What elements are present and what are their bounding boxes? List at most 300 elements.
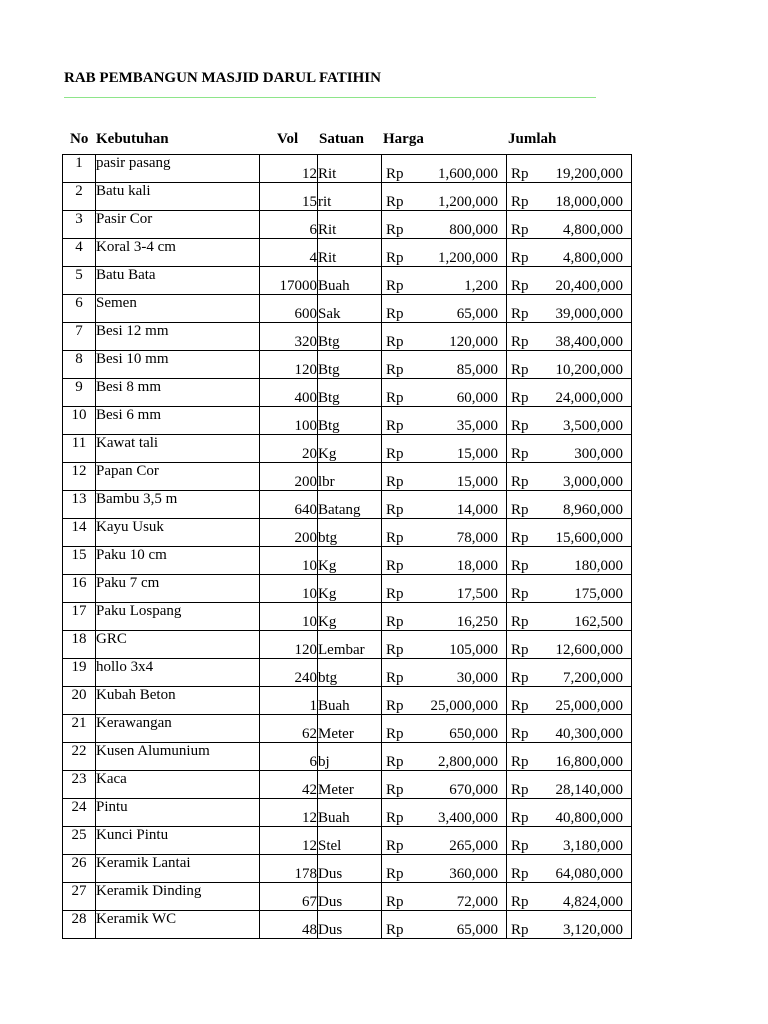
- total-currency: Rp: [511, 586, 529, 602]
- table-row: [63, 407, 632, 435]
- total-currency: Rp: [511, 278, 529, 294]
- volume-cell: 178: [260, 855, 318, 883]
- volume-cell: 10: [260, 603, 318, 631]
- price-value: 2,800,000: [438, 754, 498, 770]
- volume-cell: 20: [260, 435, 318, 463]
- header-total: Jumlah: [508, 131, 557, 147]
- item-name: Besi 12 mm: [96, 323, 169, 339]
- price-cell: [382, 435, 507, 463]
- header-no: No: [70, 131, 89, 147]
- price-currency: Rp: [386, 530, 404, 546]
- price-value: 16,250: [456, 614, 498, 630]
- volume-cell: 240: [260, 659, 318, 687]
- row-number: 2: [75, 183, 83, 199]
- price-currency: Rp: [386, 698, 404, 714]
- row-number: 22: [71, 743, 87, 759]
- table-row: [63, 575, 632, 603]
- item-name: Pasir Cor: [96, 211, 153, 227]
- unit-cell: Kg: [318, 435, 382, 463]
- price-value: 105,000: [449, 642, 498, 658]
- item-cell: [96, 631, 260, 659]
- total-value: 180,000: [574, 558, 623, 574]
- price-cell: [382, 183, 507, 211]
- row-number-cell: [63, 155, 96, 183]
- price-cell: [382, 295, 507, 323]
- total-cell: [507, 687, 632, 715]
- volume-cell: 6: [260, 211, 318, 239]
- unit-cell: Kg: [318, 603, 382, 631]
- price-cell: [382, 743, 507, 771]
- total-currency: Rp: [511, 642, 529, 658]
- item-cell: [96, 435, 260, 463]
- total-value: 7,200,000: [563, 670, 623, 686]
- volume-cell: 12: [260, 827, 318, 855]
- table-row: [63, 659, 632, 687]
- item-name: Keramik WC: [96, 911, 177, 927]
- item-cell: [96, 351, 260, 379]
- item-cell: [96, 295, 260, 323]
- row-number-cell: [63, 295, 96, 323]
- price-cell: [382, 659, 507, 687]
- total-cell: [507, 211, 632, 239]
- item-name: Paku Lospang: [96, 603, 182, 619]
- item-name: Keramik Dinding: [96, 883, 202, 899]
- item-cell: [96, 687, 260, 715]
- total-value: 162,500: [574, 614, 623, 630]
- table-row: [63, 211, 632, 239]
- row-number-cell: [63, 351, 96, 379]
- item-cell: [96, 239, 260, 267]
- table-row: [63, 323, 632, 351]
- row-number: 9: [75, 379, 83, 395]
- price-value: 650,000: [449, 726, 498, 742]
- header-price: Harga: [383, 131, 424, 147]
- volume-cell: 1: [260, 687, 318, 715]
- price-cell: [382, 827, 507, 855]
- unit-cell: Rit: [318, 239, 382, 267]
- item-name: Semen: [96, 295, 137, 311]
- price-currency: Rp: [386, 474, 404, 490]
- price-value: 120,000: [449, 334, 498, 350]
- total-cell: [507, 519, 632, 547]
- unit-cell: Buah: [318, 267, 382, 295]
- total-currency: Rp: [511, 418, 529, 434]
- item-name: Kubah Beton: [96, 687, 176, 703]
- table-row: [63, 715, 632, 743]
- total-currency: Rp: [511, 698, 529, 714]
- total-value: 64,080,000: [555, 866, 623, 882]
- total-cell: [507, 155, 632, 183]
- row-number-cell: [63, 743, 96, 771]
- item-cell: [96, 463, 260, 491]
- item-name: GRC: [96, 631, 127, 647]
- row-number-cell: [63, 827, 96, 855]
- volume-cell: 10: [260, 575, 318, 603]
- item-name: Paku 7 cm: [96, 575, 160, 591]
- price-value: 15,000: [456, 446, 498, 462]
- total-cell: [507, 771, 632, 799]
- row-number: 26: [71, 855, 87, 871]
- unit-cell: Buah: [318, 799, 382, 827]
- total-value: 20,400,000: [555, 278, 623, 294]
- price-value: 72,000: [456, 894, 498, 910]
- price-cell: [382, 715, 507, 743]
- row-number: 17: [71, 603, 87, 619]
- price-currency: Rp: [386, 278, 404, 294]
- item-cell: [96, 659, 260, 687]
- total-cell: [507, 239, 632, 267]
- price-currency: Rp: [386, 194, 404, 210]
- header-vol: Vol: [277, 131, 299, 147]
- price-cell: [382, 491, 507, 519]
- total-currency: Rp: [511, 306, 529, 322]
- item-cell: [96, 743, 260, 771]
- total-cell: [507, 547, 632, 575]
- total-currency: Rp: [511, 334, 529, 350]
- unit-cell: Btg: [318, 323, 382, 351]
- item-name: Batu Bata: [96, 267, 156, 283]
- item-cell: [96, 491, 260, 519]
- total-value: 19,200,000: [555, 166, 623, 182]
- unit-cell: Dus: [318, 855, 382, 883]
- item-name: Koral 3-4 cm: [96, 239, 176, 255]
- row-number: 13: [71, 491, 87, 507]
- volume-cell: 320: [260, 323, 318, 351]
- item-name: Besi 8 mm: [96, 379, 162, 395]
- unit-cell: Sak: [318, 295, 382, 323]
- row-number: 3: [75, 211, 83, 227]
- row-number: 8: [75, 351, 83, 367]
- total-cell: [507, 575, 632, 603]
- volume-cell: 48: [260, 911, 318, 939]
- row-number: 1: [75, 155, 83, 171]
- table-row: [63, 183, 632, 211]
- row-number-cell: [63, 883, 96, 911]
- total-cell: [507, 351, 632, 379]
- total-cell: [507, 379, 632, 407]
- price-value: 1,200: [464, 278, 498, 294]
- total-value: 40,800,000: [555, 810, 623, 826]
- unit-cell: Stel: [318, 827, 382, 855]
- price-currency: Rp: [386, 250, 404, 266]
- total-currency: Rp: [511, 474, 529, 490]
- item-name: Keramik Lantai: [96, 855, 191, 871]
- volume-cell: 62: [260, 715, 318, 743]
- price-value: 65,000: [456, 922, 498, 938]
- price-currency: Rp: [386, 558, 404, 574]
- price-cell: [382, 771, 507, 799]
- total-cell: [507, 911, 632, 939]
- row-number-cell: [63, 183, 96, 211]
- table-row: [63, 463, 632, 491]
- price-currency: Rp: [386, 782, 404, 798]
- title-underline: [64, 97, 596, 98]
- row-number-cell: [63, 267, 96, 295]
- unit-cell: Kg: [318, 547, 382, 575]
- item-name: Kayu Usuk: [96, 519, 164, 535]
- price-currency: Rp: [386, 446, 404, 462]
- row-number-cell: [63, 491, 96, 519]
- price-cell: [382, 379, 507, 407]
- total-currency: Rp: [511, 390, 529, 406]
- row-number: 15: [71, 547, 87, 563]
- total-value: 8,960,000: [563, 502, 623, 518]
- volume-cell: 10: [260, 547, 318, 575]
- total-currency: Rp: [511, 838, 529, 854]
- total-value: 3,180,000: [563, 838, 623, 854]
- volume-cell: 12: [260, 155, 318, 183]
- total-currency: Rp: [511, 250, 529, 266]
- total-value: 3,120,000: [563, 922, 623, 938]
- volume-cell: 67: [260, 883, 318, 911]
- row-number-cell: [63, 715, 96, 743]
- price-currency: Rp: [386, 838, 404, 854]
- table-row: [63, 827, 632, 855]
- row-number: 21: [71, 715, 87, 731]
- volume-cell: 200: [260, 519, 318, 547]
- total-currency: Rp: [511, 782, 529, 798]
- total-value: 15,600,000: [555, 530, 623, 546]
- unit-cell: Dus: [318, 883, 382, 911]
- total-cell: [507, 631, 632, 659]
- row-number-cell: [63, 687, 96, 715]
- total-value: 3,000,000: [563, 474, 623, 490]
- item-cell: [96, 883, 260, 911]
- volume-cell: 600: [260, 295, 318, 323]
- item-name: Kunci Pintu: [96, 827, 169, 843]
- total-currency: Rp: [511, 362, 529, 378]
- table-row: [63, 687, 632, 715]
- row-number-cell: [63, 323, 96, 351]
- unit-cell: Batang: [318, 491, 382, 519]
- price-cell: [382, 407, 507, 435]
- row-number-cell: [63, 855, 96, 883]
- row-number-cell: [63, 519, 96, 547]
- item-cell: [96, 799, 260, 827]
- row-number: 23: [71, 771, 87, 787]
- price-value: 78,000: [456, 530, 498, 546]
- row-number: 14: [71, 519, 87, 535]
- item-name: Kaca: [96, 771, 127, 787]
- price-cell: [382, 883, 507, 911]
- total-value: 300,000: [574, 446, 623, 462]
- table-row: [63, 631, 632, 659]
- unit-cell: Lembar: [318, 631, 382, 659]
- item-cell: [96, 407, 260, 435]
- total-value: 16,800,000: [555, 754, 623, 770]
- price-currency: Rp: [386, 922, 404, 938]
- unit-cell: Btg: [318, 379, 382, 407]
- item-name: Kawat tali: [96, 435, 159, 451]
- price-value: 3,400,000: [438, 810, 498, 826]
- volume-cell: 15: [260, 183, 318, 211]
- unit-cell: rit: [318, 183, 382, 211]
- unit-cell: Rit: [318, 155, 382, 183]
- row-number: 20: [71, 687, 87, 703]
- item-name: Pintu: [96, 799, 128, 815]
- price-cell: [382, 911, 507, 939]
- row-number: 7: [75, 323, 83, 339]
- item-cell: [96, 211, 260, 239]
- price-value: 30,000: [456, 670, 498, 686]
- table-row: [63, 603, 632, 631]
- row-number: 12: [71, 463, 87, 479]
- item-name: Paku 10 cm: [96, 547, 167, 563]
- total-value: 10,200,000: [555, 362, 623, 378]
- item-cell: [96, 155, 260, 183]
- table-row: [63, 855, 632, 883]
- price-value: 85,000: [456, 362, 498, 378]
- item-cell: [96, 771, 260, 799]
- row-number: 28: [71, 911, 87, 927]
- row-number: 24: [71, 799, 87, 815]
- table-row: [63, 771, 632, 799]
- price-currency: Rp: [386, 894, 404, 910]
- total-cell: [507, 267, 632, 295]
- price-cell: [382, 239, 507, 267]
- row-number-cell: [63, 771, 96, 799]
- price-value: 15,000: [456, 474, 498, 490]
- price-cell: [382, 799, 507, 827]
- price-value: 1,600,000: [438, 166, 498, 182]
- budget-table: [62, 154, 632, 939]
- price-cell: [382, 211, 507, 239]
- price-currency: Rp: [386, 866, 404, 882]
- total-cell: [507, 463, 632, 491]
- total-currency: Rp: [511, 558, 529, 574]
- total-value: 4,800,000: [563, 250, 623, 266]
- total-cell: [507, 883, 632, 911]
- row-number-cell: [63, 911, 96, 939]
- total-value: 4,824,000: [563, 894, 623, 910]
- row-number: 25: [71, 827, 87, 843]
- row-number: 11: [71, 435, 87, 451]
- item-name: pasir pasang: [96, 155, 171, 171]
- item-name: Kusen Alumunium: [96, 743, 210, 759]
- item-name: Kerawangan: [96, 715, 172, 731]
- total-cell: [507, 323, 632, 351]
- row-number: 5: [75, 267, 83, 283]
- price-cell: [382, 519, 507, 547]
- price-value: 65,000: [456, 306, 498, 322]
- table-row: [63, 911, 632, 939]
- price-cell: [382, 351, 507, 379]
- item-name: Besi 10 mm: [96, 351, 169, 367]
- total-cell: [507, 183, 632, 211]
- header-unit: Satuan: [319, 131, 365, 147]
- price-value: 1,200,000: [438, 194, 498, 210]
- total-currency: Rp: [511, 446, 529, 462]
- price-currency: Rp: [386, 754, 404, 770]
- item-cell: [96, 603, 260, 631]
- volume-cell: 4: [260, 239, 318, 267]
- price-value: 265,000: [449, 838, 498, 854]
- unit-cell: Buah: [318, 687, 382, 715]
- price-value: 18,000: [456, 558, 498, 574]
- table-row: [63, 267, 632, 295]
- price-currency: Rp: [386, 670, 404, 686]
- price-currency: Rp: [386, 390, 404, 406]
- table-row: [63, 743, 632, 771]
- total-cell: [507, 435, 632, 463]
- table-row: [63, 295, 632, 323]
- total-currency: Rp: [511, 922, 529, 938]
- total-currency: Rp: [511, 614, 529, 630]
- price-cell: [382, 155, 507, 183]
- price-value: 360,000: [449, 866, 498, 882]
- volume-cell: 17000: [260, 267, 318, 295]
- table-row: [63, 547, 632, 575]
- price-currency: Rp: [386, 306, 404, 322]
- table-row: [63, 435, 632, 463]
- total-cell: [507, 603, 632, 631]
- volume-cell: 200: [260, 463, 318, 491]
- total-value: 40,300,000: [555, 726, 623, 742]
- item-cell: [96, 715, 260, 743]
- row-number-cell: [63, 239, 96, 267]
- item-name: hollo 3x4: [96, 659, 154, 675]
- total-currency: Rp: [511, 530, 529, 546]
- total-currency: Rp: [511, 726, 529, 742]
- price-currency: Rp: [386, 502, 404, 518]
- item-name: Bambu 3,5 m: [96, 491, 178, 507]
- table-row: [63, 379, 632, 407]
- total-value: 18,000,000: [555, 194, 623, 210]
- unit-cell: lbr: [318, 463, 382, 491]
- total-cell: [507, 491, 632, 519]
- row-number-cell: [63, 407, 96, 435]
- row-number-cell: [63, 799, 96, 827]
- volume-cell: 42: [260, 771, 318, 799]
- item-cell: [96, 575, 260, 603]
- unit-cell: Dus: [318, 911, 382, 939]
- row-number: 16: [71, 575, 87, 591]
- total-cell: [507, 799, 632, 827]
- unit-cell: btg: [318, 659, 382, 687]
- row-number-cell: [63, 659, 96, 687]
- total-cell: [507, 715, 632, 743]
- total-currency: Rp: [511, 166, 529, 182]
- item-cell: [96, 855, 260, 883]
- table-row: [63, 351, 632, 379]
- price-currency: Rp: [386, 166, 404, 182]
- price-value: 1,200,000: [438, 250, 498, 266]
- row-number-cell: [63, 631, 96, 659]
- table-row: [63, 799, 632, 827]
- price-currency: Rp: [386, 418, 404, 434]
- row-number: 19: [71, 659, 87, 675]
- total-value: 4,800,000: [563, 222, 623, 238]
- price-value: 25,000,000: [430, 698, 498, 714]
- row-number-cell: [63, 463, 96, 491]
- total-cell: [507, 855, 632, 883]
- row-number: 27: [71, 883, 87, 899]
- price-cell: [382, 547, 507, 575]
- unit-cell: bj: [318, 743, 382, 771]
- price-value: 14,000: [456, 502, 498, 518]
- total-cell: [507, 827, 632, 855]
- table-row: [63, 239, 632, 267]
- total-value: 25,000,000: [555, 698, 623, 714]
- price-currency: Rp: [386, 362, 404, 378]
- total-cell: [507, 659, 632, 687]
- table-row: [63, 519, 632, 547]
- price-value: 60,000: [456, 390, 498, 406]
- item-cell: [96, 323, 260, 351]
- price-cell: [382, 687, 507, 715]
- total-currency: Rp: [511, 866, 529, 882]
- price-cell: [382, 323, 507, 351]
